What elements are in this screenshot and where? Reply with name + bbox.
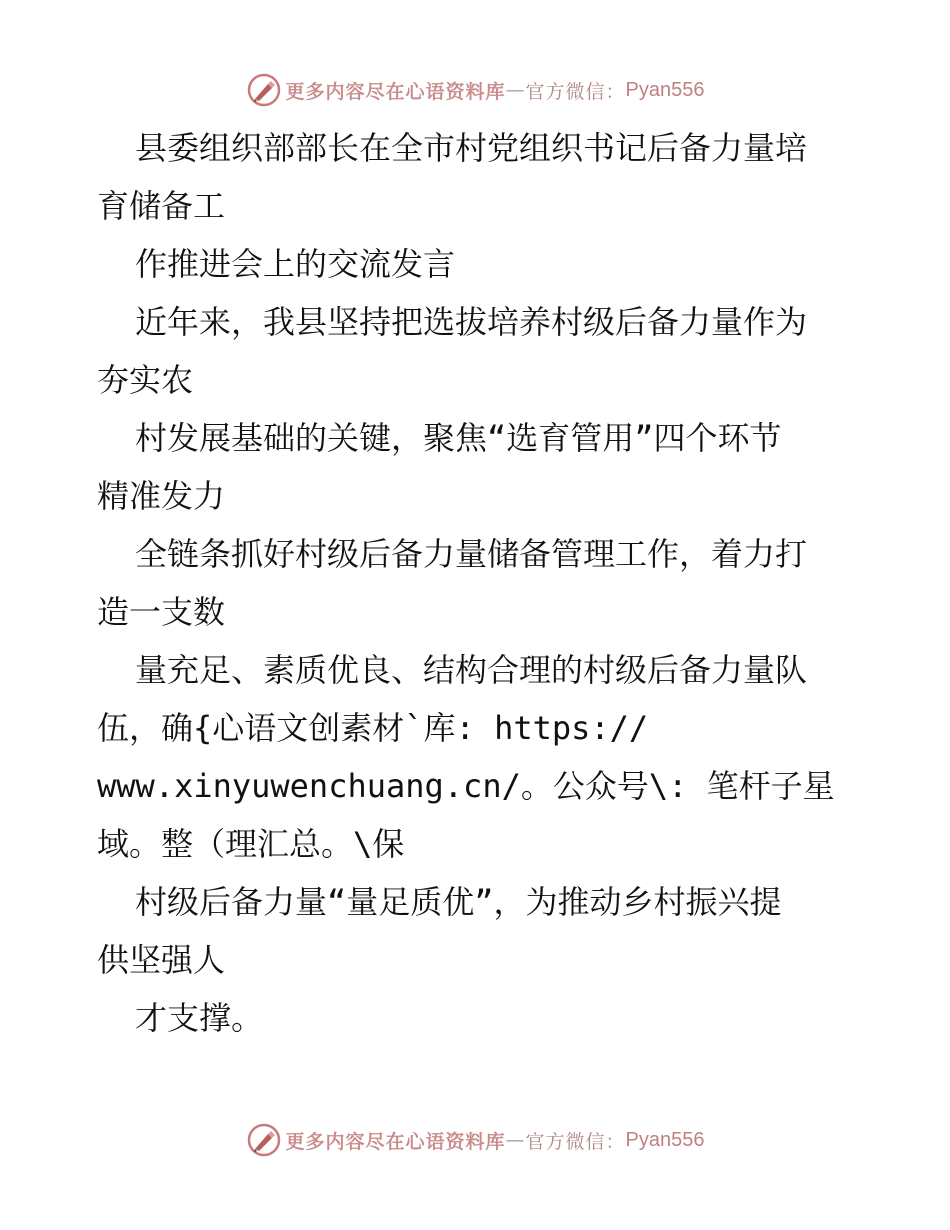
footer-banner-dash: — xyxy=(505,1129,526,1151)
body-line-10: 量充足、素质优良、结构合理的村级后备力量队 xyxy=(135,651,808,689)
body-line-13: 域。整（理汇总。\保 xyxy=(97,825,405,863)
header-banner-label: 官方微信： xyxy=(525,80,626,103)
body-line-6: 村发展基础的关键，聚焦“选育管用”四个环节 xyxy=(135,419,782,457)
body-line-11: 伍，确{心语文创素材`库: https:// xyxy=(97,709,649,747)
body-line-14: 村级后备力量“量足质优”，为推动乡村振兴提 xyxy=(135,883,782,921)
header-banner-dash: — xyxy=(505,79,526,101)
body-line-15: 供坚强人 xyxy=(97,941,226,979)
footer-banner-wechat-id: Pyan556 xyxy=(625,1128,705,1151)
body-line-5: 夯实农 xyxy=(97,361,194,399)
footer-banner-brand: 更多内容尽在心语资料库 xyxy=(285,1130,506,1153)
body-line-9: 造一支数 xyxy=(97,593,226,631)
header-banner-brand: 更多内容尽在心语资料库 xyxy=(285,80,506,103)
pen-logo-icon xyxy=(246,1122,282,1158)
body-line-1: 县委组织部部长在全市村党组织书记后备力量培 xyxy=(135,129,808,167)
pen-logo-icon xyxy=(246,72,282,108)
header-banner-wechat-id: Pyan556 xyxy=(625,78,705,101)
header-banner xyxy=(0,70,950,110)
body-line-2: 育储备工 xyxy=(97,187,226,225)
body-line-4: 近年来，我县坚持把选拔培养村级后备力量作为 xyxy=(135,303,808,341)
footer-banner-label: 官方微信： xyxy=(525,1130,626,1153)
body-line-8: 全链条抓好村级后备力量储备管理工作，着力打 xyxy=(135,535,808,573)
body-line-16: 才支撑。 xyxy=(135,999,264,1037)
body-line-12: www.xinyuwenchuang.cn/。公众号\: 笔杆子星 xyxy=(97,767,835,805)
document-body xyxy=(97,119,857,1047)
footer-banner xyxy=(0,1120,950,1160)
body-line-7: 精准发力 xyxy=(97,477,226,515)
body-line-3: 作推进会上的交流发言 xyxy=(135,245,456,283)
